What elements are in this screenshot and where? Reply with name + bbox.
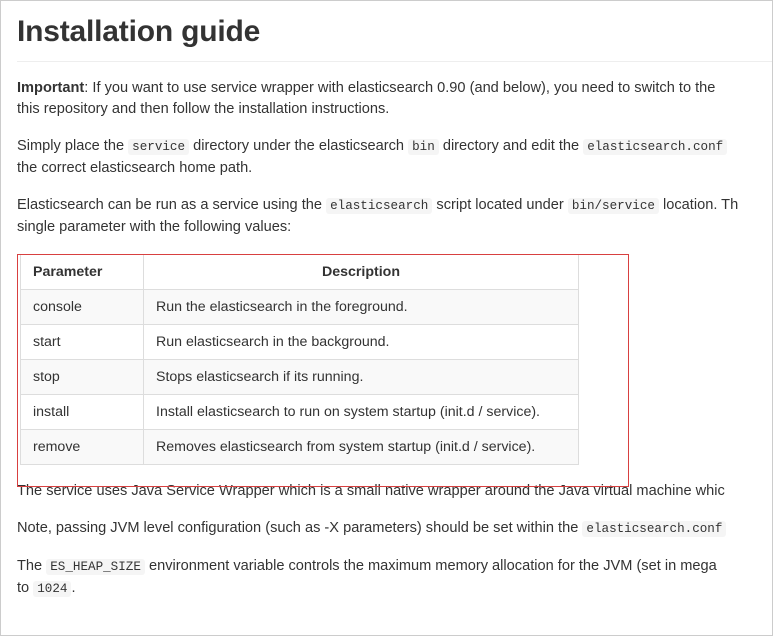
place-service-part1: Simply place the xyxy=(17,138,125,154)
run-as-service-part3: location. Th xyxy=(663,197,739,213)
title-divider xyxy=(17,61,773,62)
cell-description: Install elasticsearch to run on system startup (init.d / service). xyxy=(144,395,579,430)
table-row xyxy=(21,325,579,360)
parameters-table xyxy=(20,254,579,465)
cell-description: Run elasticsearch in the background. xyxy=(144,325,579,360)
heap-size-part1: The xyxy=(17,558,43,574)
table-head xyxy=(21,255,579,290)
paragraph-heap-size xyxy=(17,556,773,600)
jvm-config-part1: Note, passing JVM level configuration (such as -X parameters) should be set within the xyxy=(17,520,579,536)
code-es-heap-size: ES_HEAP_SIZE xyxy=(46,559,145,575)
heap-size-part4: . xyxy=(71,580,76,596)
java-wrapper-text: The service uses Java Service Wrapper which is a small native wrapper around the Java virtual machine whic xyxy=(17,483,725,499)
place-service-part3: directory and edit the xyxy=(442,138,580,154)
cell-parameter: start xyxy=(21,325,144,360)
heap-size-part3: to xyxy=(17,580,30,596)
cell-parameter: remove xyxy=(21,430,144,465)
paragraph-java-wrapper xyxy=(17,481,773,502)
paragraph-jvm-config xyxy=(17,518,773,540)
paragraph-place-service xyxy=(17,136,773,179)
table-body xyxy=(21,290,579,465)
page-title: Installation guide xyxy=(17,15,261,48)
important-text-line1: : If you want to use service wrapper with elasticsearch 0.90 (and below), you need to switch to the xyxy=(84,80,716,96)
code-1024: 1024 xyxy=(33,581,71,597)
place-service-part2: directory under the elasticsearch xyxy=(193,138,405,154)
table-row xyxy=(21,360,579,395)
cell-description: Stops elasticsearch if its running. xyxy=(144,360,579,395)
heap-size-part2: environment variable controls the maximum memory allocation for the JVM (set in mega xyxy=(148,558,717,574)
cell-parameter: install xyxy=(21,395,144,430)
paragraph-run-as-service xyxy=(17,195,773,238)
paragraph-important xyxy=(17,78,773,120)
code-elasticsearch-script: elasticsearch xyxy=(326,198,432,214)
code-bin-service: bin/service xyxy=(568,198,659,214)
column-header-parameter: Parameter xyxy=(21,255,144,290)
run-as-service-part2: script located under xyxy=(436,197,564,213)
parameters-table-block xyxy=(17,254,631,465)
code-elasticsearch-conf-2: elasticsearch.conf xyxy=(582,521,726,537)
cell-parameter: stop xyxy=(21,360,144,395)
document-content xyxy=(17,1,773,600)
code-elasticsearch-conf: elasticsearch.conf xyxy=(583,139,727,155)
table-row xyxy=(21,290,579,325)
table-header-row xyxy=(21,255,579,290)
place-service-part4: the correct elasticsearch home path. xyxy=(17,160,253,176)
cell-description: Run the elasticsearch in the foreground. xyxy=(144,290,579,325)
column-header-description: Description xyxy=(144,255,579,290)
important-label: Important xyxy=(17,80,85,96)
cell-description: Removes elasticsearch from system startup (init.d / service). xyxy=(144,430,579,465)
run-as-service-part4: single parameter with the following values: xyxy=(17,219,292,235)
table-row xyxy=(21,395,579,430)
code-bin: bin xyxy=(408,139,439,155)
cell-parameter: console xyxy=(21,290,144,325)
run-as-service-part1: Elasticsearch can be run as a service using the xyxy=(17,197,323,213)
table-row xyxy=(21,430,579,465)
important-text-line2: this repository and then follow the installation instructions. xyxy=(17,101,390,117)
code-service: service xyxy=(128,139,189,155)
